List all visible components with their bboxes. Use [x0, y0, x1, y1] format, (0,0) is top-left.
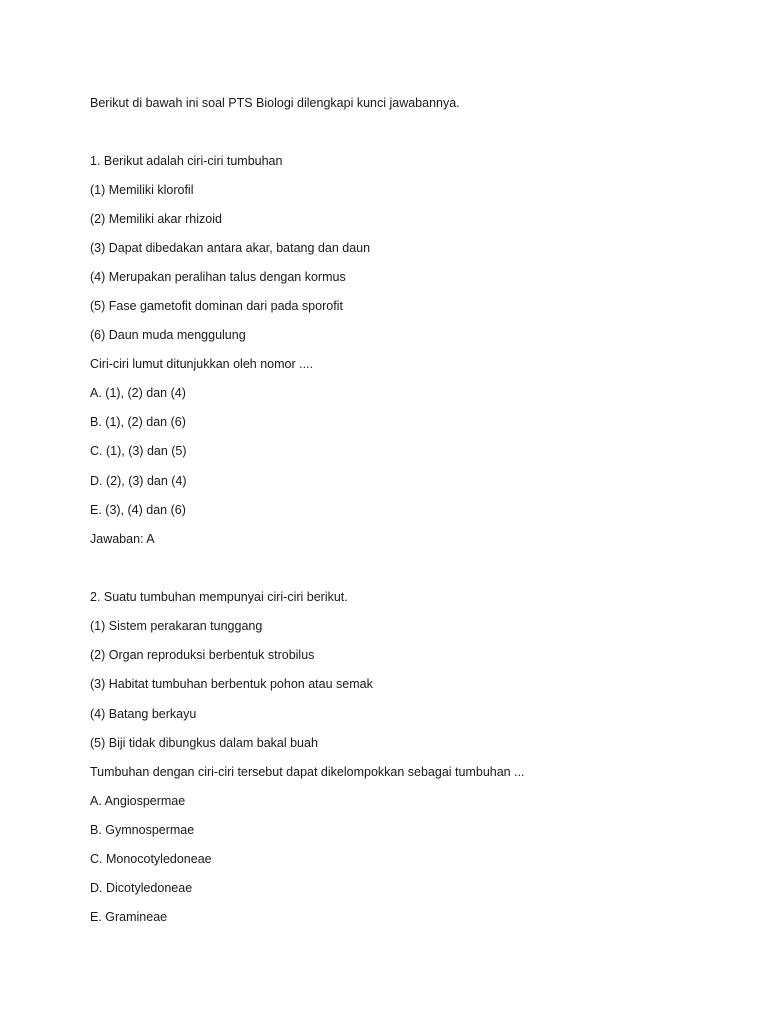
- question-1-option: D. (2), (3) dan (4): [90, 474, 187, 488]
- question-1-option: C. (1), (3) dan (5): [90, 444, 187, 458]
- question-2-prompt: Tumbuhan dengan ciri-ciri tersebut dapat dikelompokkan sebagai tumbuhan ...: [90, 765, 525, 779]
- question-1-item: (4) Merupakan peralihan talus dengan kormus: [90, 270, 346, 284]
- question-2-option: A. Angiospermae: [90, 794, 186, 808]
- question-1-stem: 1. Berikut adalah ciri-ciri tumbuhan: [90, 154, 283, 168]
- question-1-item: (2) Memiliki akar rhizoid: [90, 212, 222, 226]
- question-2-option: E. Gramineae: [90, 910, 168, 924]
- question-1-item: (5) Fase gametofit dominan dari pada sporofit: [90, 299, 343, 313]
- question-2-stem: 2. Suatu tumbuhan mempunyai ciri-ciri berikut.: [90, 590, 348, 604]
- question-2-item: (5) Biji tidak dibungkus dalam bakal buah: [90, 736, 318, 750]
- question-2-option: B. Gymnospermae: [90, 823, 195, 837]
- question-2-item: (4) Batang berkayu: [90, 707, 197, 721]
- question-2-item: (2) Organ reproduksi berbentuk strobilus: [90, 648, 315, 662]
- question-1-item: (1) Memiliki klorofil: [90, 183, 194, 197]
- question-1-prompt: Ciri-ciri lumut ditunjukkan oleh nomor ....: [90, 357, 313, 371]
- question-1-option: E. (3), (4) dan (6): [90, 503, 186, 517]
- question-1-option: B. (1), (2) dan (6): [90, 415, 186, 429]
- question-1-option: A. (1), (2) dan (4): [90, 386, 186, 400]
- question-2-item: (1) Sistem perakaran tunggang: [90, 619, 263, 633]
- question-1-item: (3) Dapat dibedakan antara akar, batang dan daun: [90, 241, 371, 255]
- question-1-answer: Jawaban: A: [90, 532, 155, 546]
- question-2-option: C. Monocotyledoneae: [90, 852, 212, 866]
- question-2-item: (3) Habitat tumbuhan berbentuk pohon atau semak: [90, 677, 373, 691]
- question-2-option: D. Dicotyledoneae: [90, 881, 193, 895]
- intro-text: Berikut di bawah ini soal PTS Biologi dilengkapi kunci jawabannya.: [90, 96, 460, 110]
- question-1-item: (6) Daun muda menggulung: [90, 328, 246, 342]
